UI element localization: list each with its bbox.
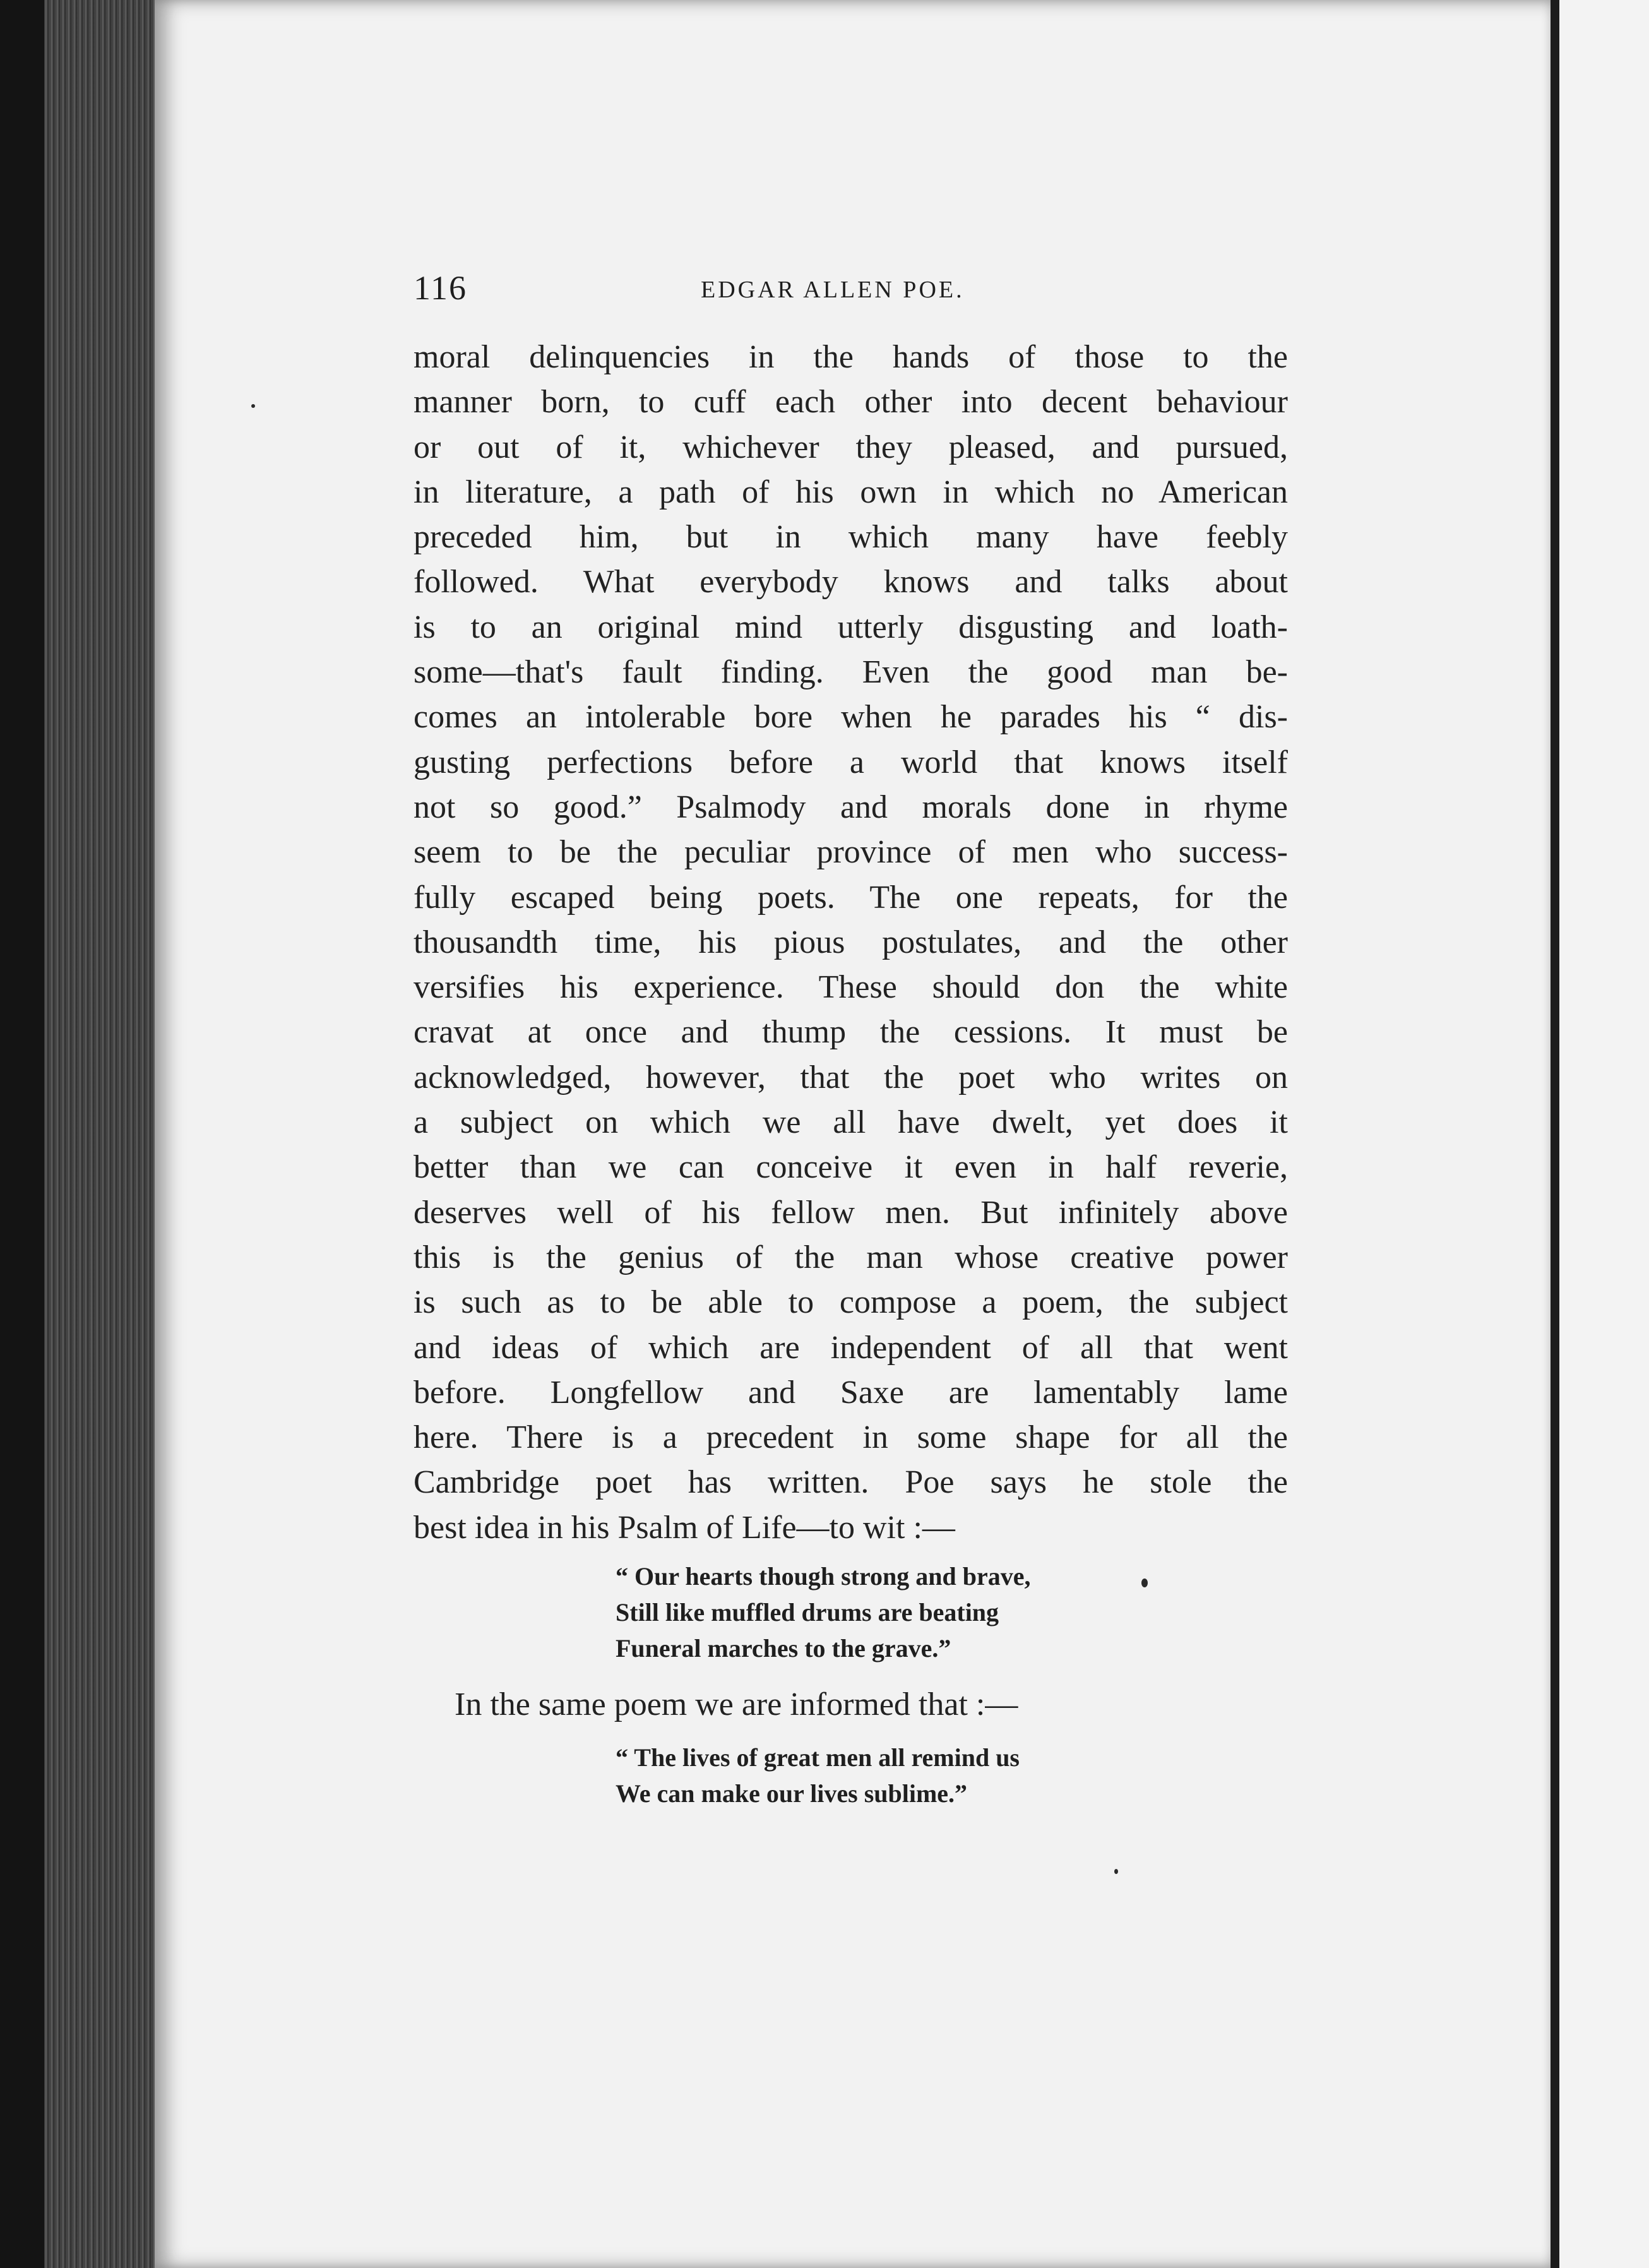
text-line: some—that's fault finding. Even the good man be- [414, 654, 1288, 691]
text-line: is to an original mind utterly disgusting and loath- [414, 609, 1288, 645]
text-line: seem to be the peculiar province of men who success- [414, 834, 1288, 871]
ink-speck [251, 404, 255, 408]
ink-speck [1114, 1869, 1118, 1874]
running-title: EDGAR ALLEN POE. [701, 277, 965, 303]
quote-line: We can make our lives sublime.” [616, 1779, 968, 1808]
text-line: gusting perfections before a world that knows itself [414, 744, 1288, 780]
text-line: Cambridge poet has written. Poe says he stole the [414, 1464, 1288, 1501]
text-line: not so good.” Psalmody and morals done in rhyme [414, 789, 1288, 825]
quote-line: Funeral marches to the grave.” [616, 1634, 951, 1662]
text-line: deserves well of his fellow men. But infinitely above [414, 1194, 1288, 1231]
text-line: comes an intolerable bore when he parades his “ dis- [414, 699, 1288, 736]
quote-line: “ Our hearts though strong and brave, [616, 1562, 1031, 1591]
text-line: fully escaped being poets. The one repeats, for the [414, 879, 1288, 916]
text-line: followed. What everybody knows and talks about [414, 564, 1288, 600]
text-line: acknowledged, however, that the poet who writes on [414, 1059, 1288, 1095]
quote-line: “ The lives of great men all remind us [616, 1743, 1020, 1772]
text-line: cravat at once and thump the cessions. It must be [414, 1014, 1288, 1051]
bridge-sentence: In the same poem we are informed that :— [455, 1686, 1018, 1722]
text-line: versifies his experience. These should don the white [414, 969, 1288, 1006]
ink-speck [1141, 1579, 1148, 1587]
text-line: moral delinquencies in the hands of those to the [414, 339, 1288, 375]
text-line: or out of it, whichever they pleased, and pursued, [414, 429, 1288, 465]
running-head [414, 268, 1285, 313]
text-line: this is the genius of the man whose creative power [414, 1239, 1288, 1275]
text-line: better than we can conceive it even in half reverie, [414, 1149, 1288, 1186]
text-line: and ideas of which are independent of all that went [414, 1329, 1288, 1366]
text-line: is such as to be able to compose a poem, the subject [414, 1284, 1288, 1321]
text-line: thousandth time, his pious postulates, and the other [414, 924, 1288, 960]
page-edges [44, 0, 158, 2268]
text-line: before. Longfellow and Saxe are lamentably lame [414, 1374, 1288, 1411]
text-line: manner born, to cuff each other into decent behaviour [414, 384, 1288, 421]
facing-page-edge [1559, 0, 1649, 2268]
block-quote [616, 1558, 1031, 1666]
block-quote [616, 1740, 1020, 1811]
text-line: preceded him, but in which many have feebly [414, 519, 1288, 556]
text-line: in literature, a path of his own in which no American [414, 474, 1288, 510]
body-paragraph [414, 335, 1288, 1550]
quote-line: Still like muffled drums are beating [616, 1598, 999, 1626]
text-line: a subject on which we all have dwelt, yet does it [414, 1104, 1288, 1141]
page-number: 116 [414, 269, 467, 307]
text-line: best idea in his Psalm of Life—to wit :— [414, 1509, 955, 1546]
text-line: here. There is a precedent in some shape for all the [414, 1419, 1288, 1456]
